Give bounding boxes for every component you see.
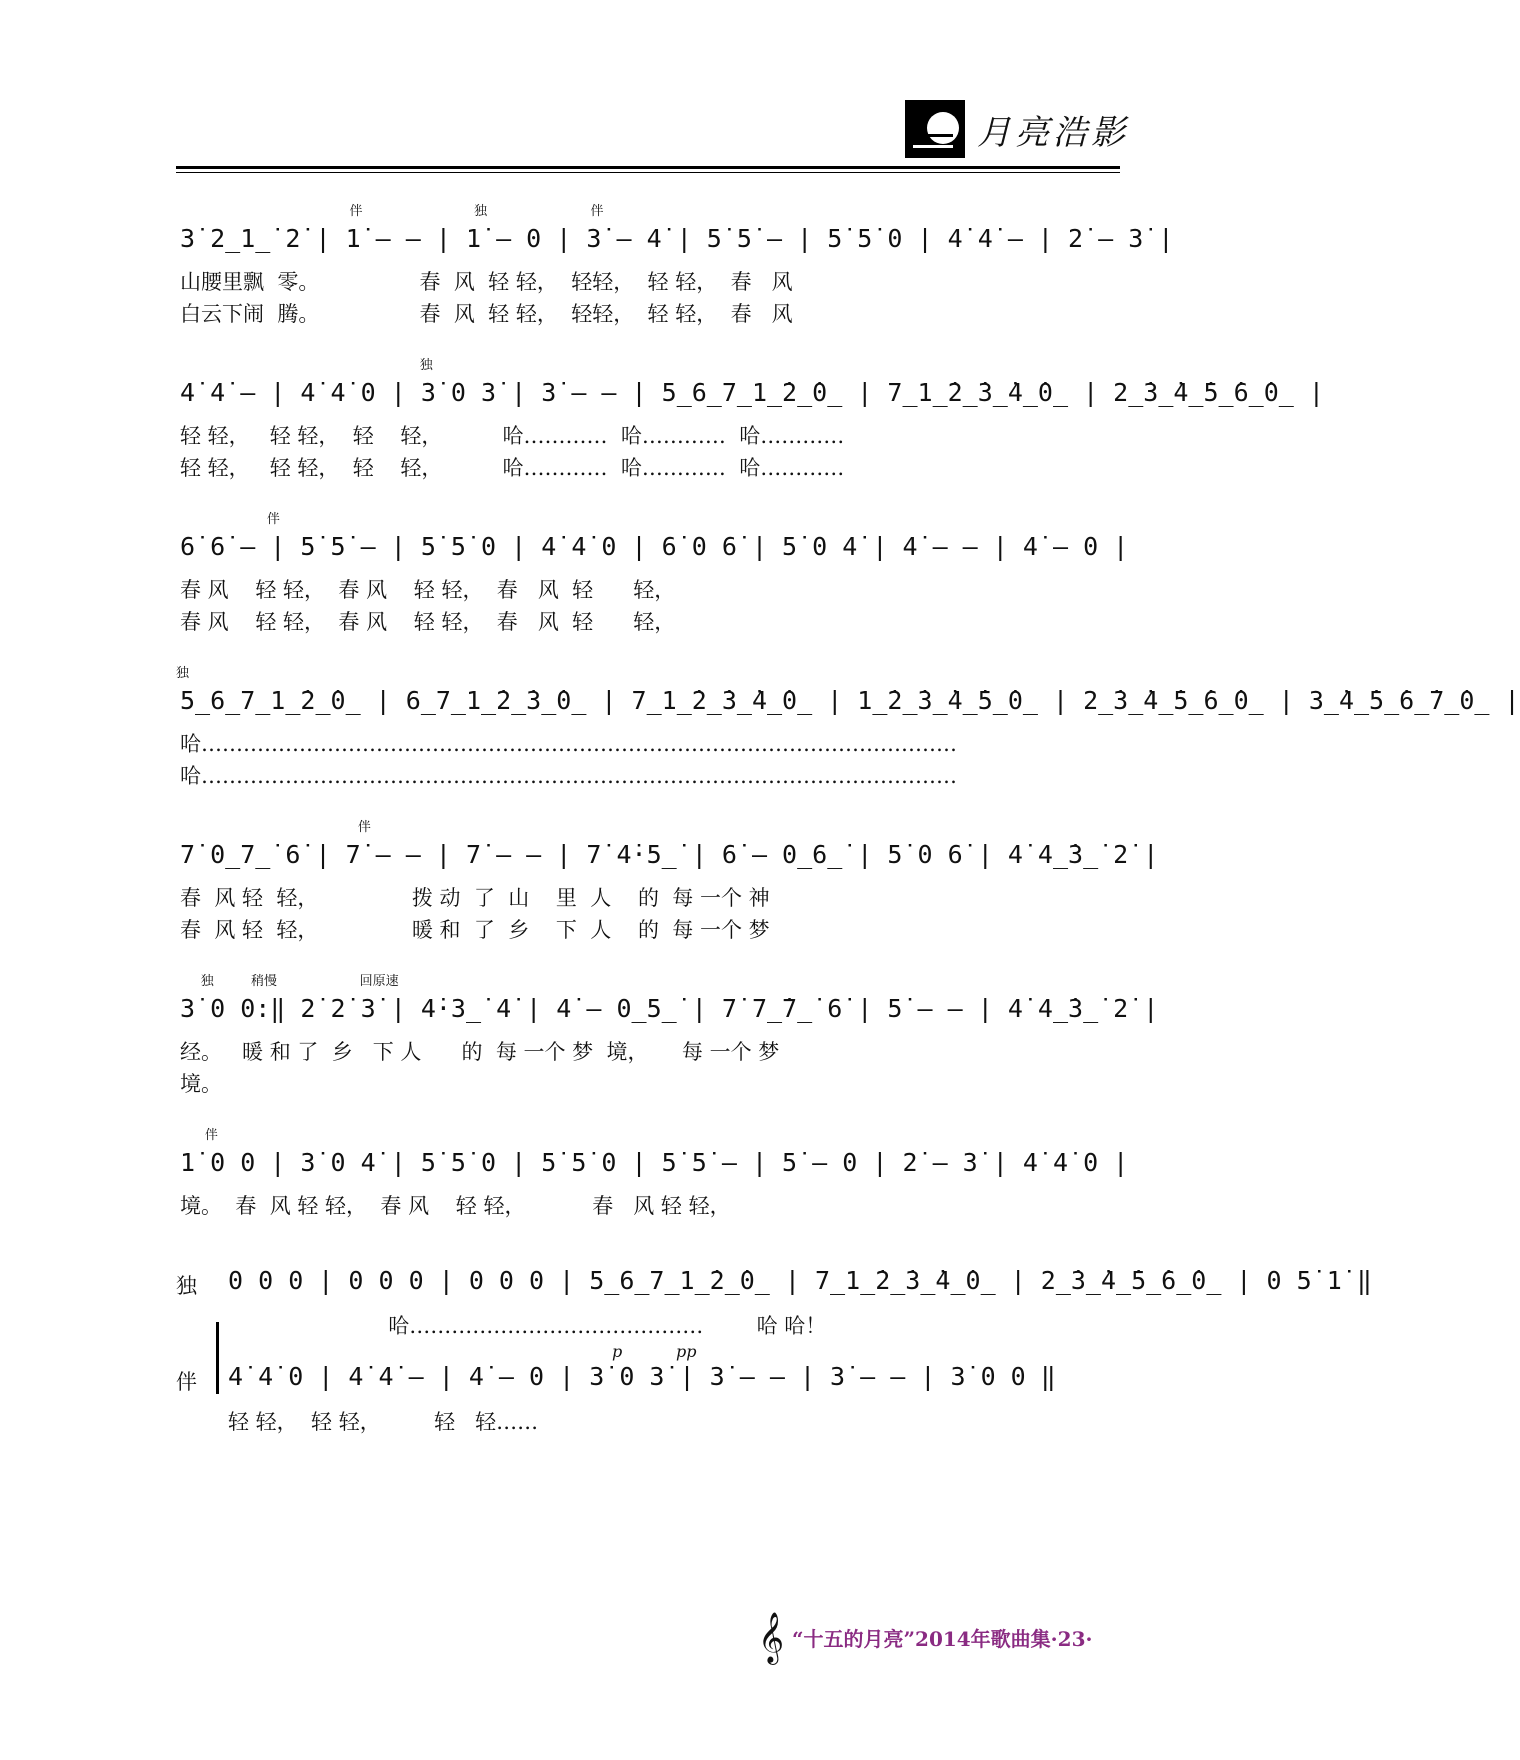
score-system-6 (176, 970, 1159, 1096)
notation-line: 6̇ 6̇ – | 5̇ 5̇ – | 5̇ 5̇ 0 | 4̇ 4̇ 0 | 6̇ 0 6̇ | 5̇ 0 4̇ | 4̇ – – | 4̇ – 0 | (180, 532, 1129, 561)
treble-clef-icon: 𝄞 (758, 1612, 785, 1663)
lyrics-verse-2: 白云下闹 腾。 春 风 轻 轻， 轻轻， 轻 轻， 春 风 (180, 302, 793, 326)
part-marks: 伴 (176, 1128, 218, 1143)
score-system-3 (176, 508, 1129, 634)
score-system-7 (176, 1124, 1129, 1224)
solo-part-label: 独 (176, 1274, 197, 1298)
dynamic-p: p (612, 1342, 623, 1361)
score-system-4 (176, 662, 1520, 788)
accomp-part-label: 伴 (176, 1370, 197, 1394)
notation-line: 1̇ 0 0 | 3̇ 0 4̇ | 5̇ 5̇ 0 | 5̇ 5̇ 0 | 5̇ 5̇ – | 5̇ – 0 | 2̇ – 3̇ | 4̇ 4̇ 0 | (180, 1148, 1129, 1177)
header-rule-thin (176, 172, 1120, 173)
header-rule (176, 166, 1120, 169)
lyrics-verse-1: 轻 轻， 轻 轻， 轻 轻， 哈………… 哈………… 哈………… (180, 424, 845, 448)
notation-line: 4̇ 4̇ – | 4̇ 4̇ 0 | 3̇ 0 3̇ | 3̇ – – | 5̲6̲7̲1̲̇2̲̇0̲ | 7̲1̲̇2̲̇3̲̇4̲̇0̲ | 2̲̇3̲̇4̲̇5̲̇6̲̇0̲ | (180, 378, 1324, 407)
lyrics-verse-2: 境。 (180, 1072, 222, 1096)
lyrics-verse-2: 春 风 轻 轻， 暖 和 了 乡 下 人 的 每 一个 梦 (180, 918, 770, 942)
accomp-lyrics: 轻 轻， 轻 轻， 轻 轻…… (228, 1410, 539, 1434)
score-system-1 (176, 200, 1174, 326)
notation-line: 7̇ 0̲7̲̇ 6̇ | 7̇ – – | 7̇ – – | 7̇ 4̇·5̲̇ | 6̇ – 0̲6̲̇ | 5̇ 0 6̇ | 4̇ 4̲̇3̲̇ 2̇ | (180, 840, 1159, 869)
notation-line: 3̇ 0 0:‖ 2̇ 2̇ 3̇ | 4̇·3̲̇ 4̇ | 4̇ – 0̲5̲̇ | 7̇ 7̲̇7̲̇ 6̇ | 5̇ – – | 4̇ 4̲̇3̲̇ 2̇ | (180, 994, 1159, 1023)
header-logo (905, 100, 1129, 158)
lyrics-verse-1: 春 风 轻 轻， 拨 动 了 山 里 人 的 每 一个 神 (180, 886, 770, 910)
score-system-2 (176, 354, 1324, 480)
notation-line: 3̇ 2̲1̲̇ 2̇ | 1̇ – – | 1̇ – 0 | 3̇ – 4̇ | 5̇ 5̇ – | 5̇ 5̇ 0 | 4̇ 4̇ – | 2̇ – 3̇ | (180, 224, 1174, 253)
part-marks: 伴 (176, 820, 371, 835)
solo-notation-line: 0 0 0 | 0 0 0 | 0 0 0 | 5̲6̲7̲1̲̇2̲̇0̲ | 7̲1̲̇2̲̇3̲̇4̲̇0̲ | 2̲̇3̲̇4̲̇5̲̇6̲̇0̲ | 0 5̇ 1̇ ‖ (228, 1266, 1372, 1295)
accomp-notation-line: 4̇ 4̇ 0 | 4̇ 4̇ – | 4̇ – 0 | 3̇ 0 3̇ | 3̇ – – | 3̇ – – | 3̇ 0 0 ‖ (228, 1362, 1056, 1391)
part-marks: 独 (176, 358, 433, 373)
lyrics-verse-1: 山腰里飘 零。 春 风 轻 轻， 轻轻， 轻 轻， 春 风 (180, 270, 793, 294)
score-system-final (176, 1258, 1372, 1438)
lyrics-verse-2: 哈……………………………………………………………………………………………… (180, 764, 957, 788)
system-bracket (216, 1322, 219, 1394)
solo-lyrics: 哈…………………………………… 哈 哈！ (228, 1314, 827, 1338)
part-marks: 伴 (176, 512, 280, 527)
part-marks: 独 稍慢 回原速 (176, 974, 399, 989)
moon-logo-icon (905, 100, 965, 158)
lyrics-verse-1: 春 风 轻 轻， 春 风 轻 轻， 春 风 轻 轻， (180, 578, 676, 602)
lyrics-verse-1: 哈……………………………………………………………………………………………… (180, 732, 957, 756)
logo-text: 月亮浩影 (977, 112, 1129, 153)
page-footer (758, 1612, 1092, 1663)
lyrics-verse-2: 春 风 轻 轻， 春 风 轻 轻， 春 风 轻 轻， (180, 610, 676, 634)
notation-line: 5̲6̲7̲1̲̇2̲̇0̲ | 6̲7̲1̲̇2̲̇3̲̇0̲ | 7̲1̲̇2̲̇3̲̇4̲̇0̲ | 1̲̇2̲̇3̲̇4̲̇5̲̇0̲ | 2̲̇3̲̇4̲̇5̲̇6̲̇0̲ | 3̲̇4̲̇5̲̇6̲̇7̲̇0̲ | (180, 686, 1520, 715)
footer-text: “十五的月亮”2014年歌曲集·23· (792, 1627, 1093, 1651)
lyrics-verse-1: 境。 春 风 轻 轻， 春 风 轻 轻， 春 风 轻 轻， (180, 1194, 731, 1218)
dynamic-pp: pp (676, 1342, 697, 1361)
lyrics-verse-1: 经。 暖 和 了 乡 下 人 的 每 一个 梦 境， 每 一个 梦 (180, 1040, 780, 1064)
score-system-5 (176, 816, 1159, 942)
part-marks: 伴 独 伴 (176, 204, 604, 219)
part-marks: 独 (176, 666, 190, 681)
lyrics-verse-2: 轻 轻， 轻 轻， 轻 轻， 哈………… 哈………… 哈………… (180, 456, 845, 480)
